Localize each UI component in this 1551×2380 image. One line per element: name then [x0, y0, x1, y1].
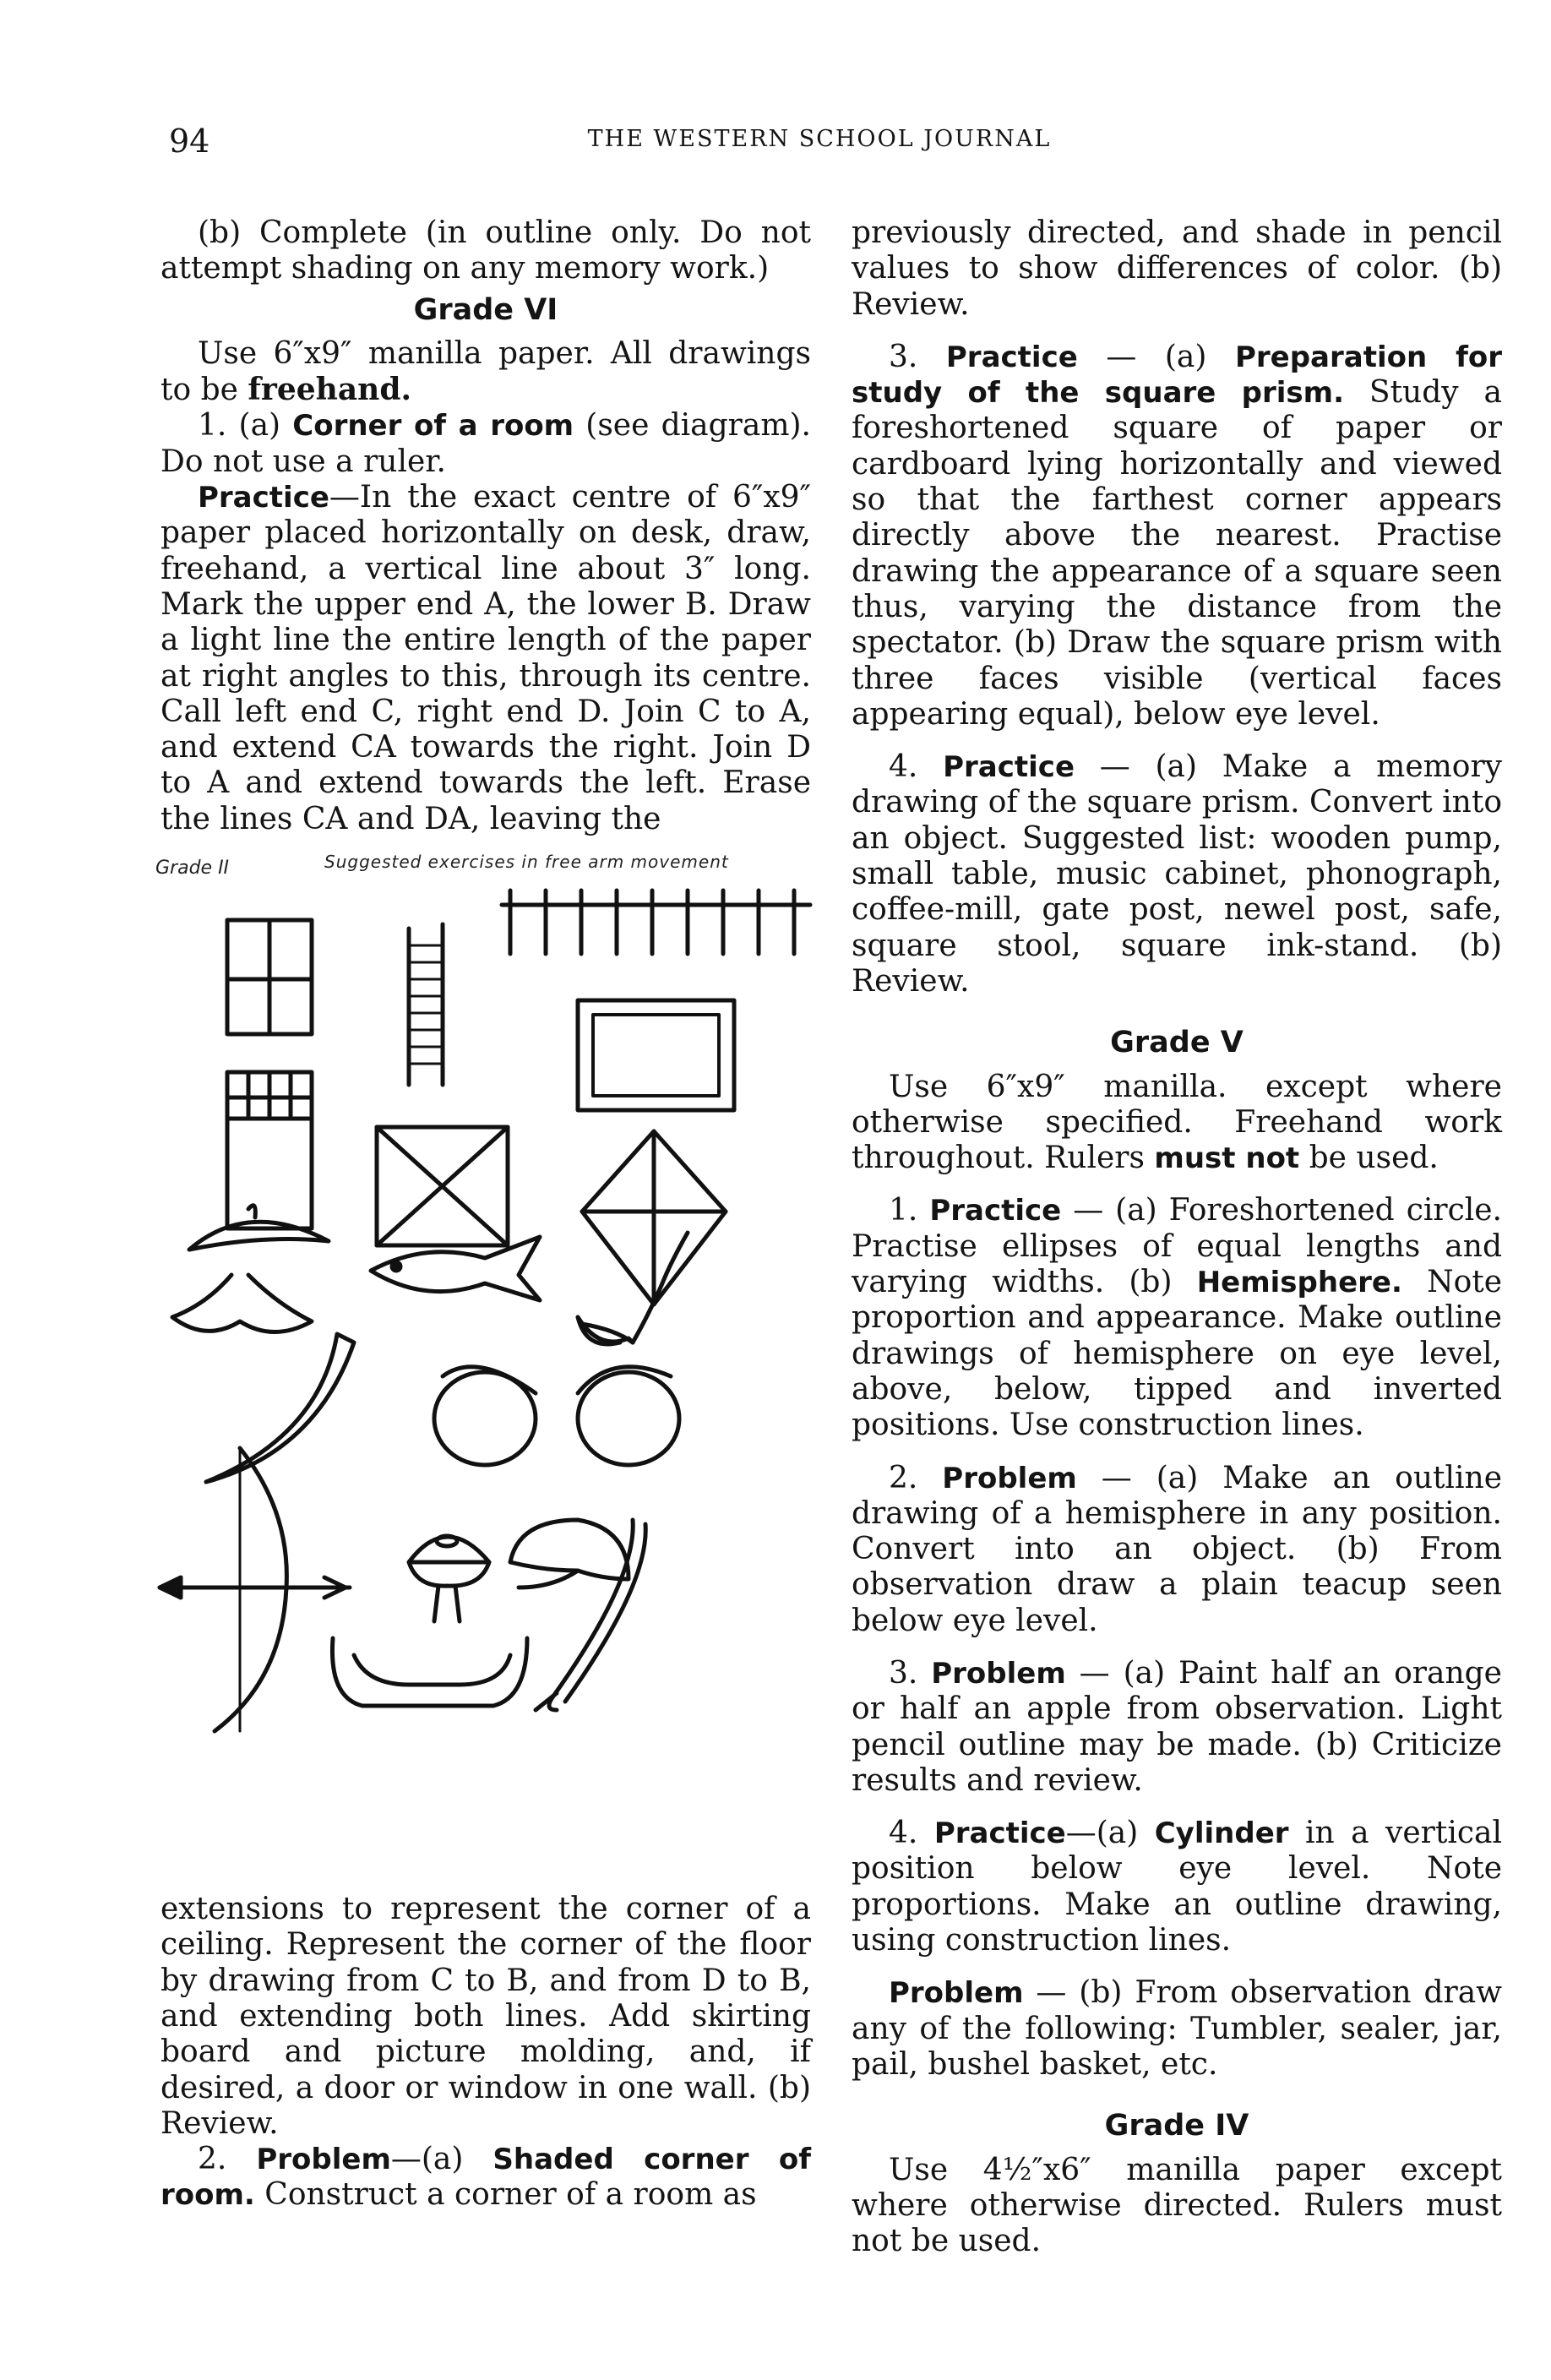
pretzel-drawing: [172, 1275, 312, 1332]
page-number: 94: [169, 123, 210, 160]
left-column: [155, 215, 812, 2214]
running-title: THE WESTERN SCHOOL JOURNAL: [587, 126, 1052, 152]
small-window-drawing: [227, 1072, 312, 1228]
intro-b: (b) Complete (in outline only. Do not attempt shading on any memory work.): [161, 215, 811, 286]
grade-v-item-2: 2. Problem — (a) Make an outline drawing of a hemisphere in any position. Convert into an object. (b) From observation draw a plain teacup seen below eye level.: [852, 1460, 1502, 1638]
grade-iv-heading: Grade IV: [1104, 2109, 1249, 2143]
grade-iv-intro: Use 4½″x6″ manilla paper except where otherwise directed. Rulers must not be used.: [852, 2152, 1502, 2259]
cap-drawing: [510, 1520, 629, 1588]
crescent-drawing: [206, 1334, 354, 1482]
kite-drawing: [582, 1131, 726, 1304]
ladder-drawing: [409, 924, 443, 1085]
bow-arrow-drawing: [160, 1448, 350, 1731]
item-1: 1. (a) Corner of a room (see diagram). Do not use a ruler.: [161, 408, 811, 479]
grade-v-item-4: 4. Practice—(a) Cylinder in a vertical position below eye level. Note proportions. Make an outline drawing, using construction lines.: [852, 1816, 1503, 1958]
canoe-drawing: [332, 1638, 527, 1706]
envelope-drawing: [377, 1127, 508, 1245]
figure-caption-grade: Grade II: [155, 858, 230, 880]
grade-v-item-1: 1. Practice — (a) Foreshortened circle. Practise ellipses of equal lengths and varying widths. (b) Hemisphere. Note proportion and appearance. Make outline drawings of hemisphere on eye level, above, below, tipped and inverted positions. Use construction lines.: [852, 1193, 1503, 1443]
right-continued: previously directed, and shade in pencil values to show differences of color. (b) Review.: [852, 215, 1502, 322]
grade-v-problem-b: Problem — (b) From observation draw any of the following: Tumbler, sealer, jar, pail, bushel basket, etc.: [852, 1975, 1502, 2082]
mushroom-drawing: [409, 1536, 489, 1621]
grade-v-intro: Use 6″x9″ manilla. except where otherwise specified. Freehand work throughout. Rulers must not be used.: [852, 1069, 1502, 1176]
item-4: 4. Practice — (a) Make a memory drawing of the square prism. Convert into an object. Suggested list: wooden pump, small table, music cabinet, phonograph, coffee-mill, gate post, newel post, safe, square stool, square ink-stand. (b) Review.: [852, 749, 1502, 999]
window-drawing: [227, 920, 312, 1034]
after-figure-text: extensions to represent the corner of a ceiling. Represent the corner of the floor by drawing from C to B, and from D to B, and extending both lines. Add skirting board and picture molding, and, if desired, a door or window in one wall. (b) Review.: [161, 1892, 811, 2141]
fence-drawing: [502, 890, 810, 954]
item-3: 3. Practice — (a) Preparation for study of the square prism. Study a foreshortened square of paper or cardboard lying horizontally and viewed so that the farthest corner appears directly above the nearest. Practise drawing the appearance of a square seen thus, varying the distance from the spectator. (b) Draw the square prism with three faces visible (vertical faces appearing equal), below eye level.: [852, 339, 1503, 732]
figure-caption-text: Suggested exercises in free arm movement: [324, 852, 729, 873]
free-arm-exercises-figure: [155, 844, 814, 1883]
frame-drawing: [578, 1000, 734, 1110]
grade-v-heading: Grade V: [1110, 1026, 1244, 1060]
grade-vi-intro: Use 6″x9″ manilla paper. All drawings to be freehand.: [161, 335, 811, 408]
ladle-drawing: [578, 1233, 688, 1344]
grade-vi-heading: Grade VI: [413, 292, 558, 327]
practice-paragraph: Practice—In the exact centre of 6″x9″ paper placed horizontally on desk, draw, freehand, a vertical line about 3″ long. Mark the upper end A, the lower B. Draw a light line the entire length of the paper at right angles to this, through its centre. Call left end C, right end D. Join C to A, and extend CA towards the right. Join D to A and extend towards the left. Erase the lines CA and DA, leaving the: [161, 480, 811, 836]
right-column: [852, 215, 1502, 2259]
item-2: 2. Problem—(a) Shaded corner of room. Construct a corner of a room as: [161, 2142, 812, 2213]
page-header: [169, 123, 1470, 165]
spectacles-drawing: [434, 1367, 679, 1465]
hockey-stick-drawing: [536, 1520, 645, 1710]
grade-v-item-3: 3. Problem — (a) Paint half an orange or half an apple from observation. Light pencil outline may be made. (b) Criticize results and review.: [852, 1655, 1502, 1798]
